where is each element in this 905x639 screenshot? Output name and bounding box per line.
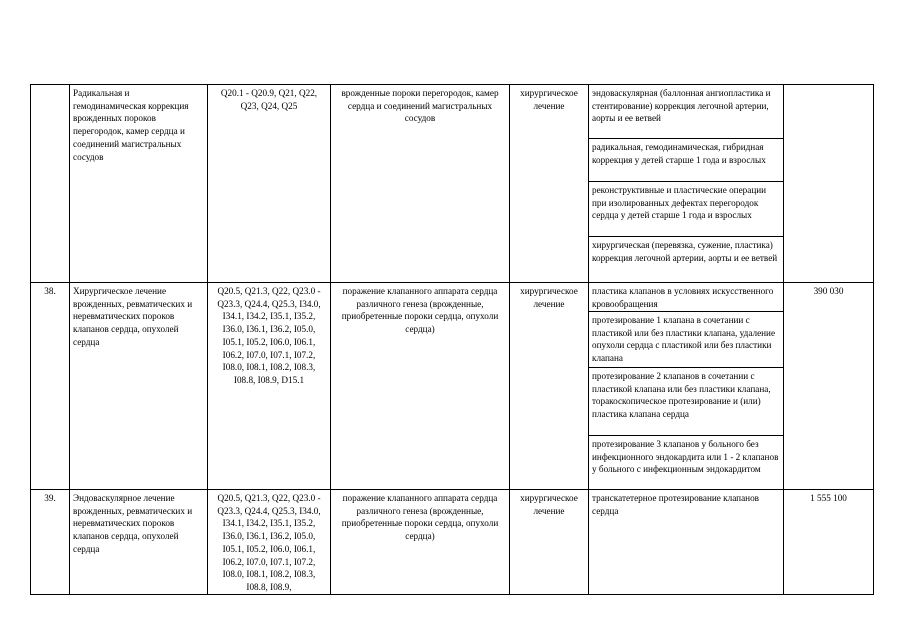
treatment-method: протезирование 2 клапанов в сочетании с пластикой клапана или без пластики клапана, торакоскопическое протезирование и (или) пластика клапана сердца [589,368,784,436]
treatment-method: транскатетерное протезирование клапанов сердца [589,490,784,595]
treatment-method: протезирование 1 клапана в сочетании с пластикой или без пластики клапана, удаление опухоли сердца с пластикой или без пластики клапана [589,312,784,368]
treatment-type: хирургическое лечение [510,85,589,283]
icd-codes: Q20.5, Q21.3, Q22, Q23.0 - Q23.3, Q24.4, Q25.3, I34.0, I34.1, I34.2, I35.1, I35.2, I36.0, I36.1, I36.2, I05.0, I05.1, I05.2, I06.0, I06.1, I06.2, I07.0, I07.1, I07.2, I08.0, I08.1, I08.2, I08.3, I08.8, I08.9, D15.1 [208,283,331,490]
table-row [31,283,874,312]
icd-codes: Q20.5, Q21.3, Q22, Q23.0 - Q23.3, Q24.4, Q25.3, I34.0, I34.1, I34.2, I35.1, I35.2, I36.0, I36.1, I36.2, I05.0, I05.1, I05.2, I06.0, I06.1, I06.2, I07.0, I07.1, I07.2, I08.0, I08.1, I08.2, I08.3, I08.8, I08.9, [208,490,331,595]
care-type-name: Хирургическое лечение врожденных, ревматических и неревматических пороков клапанов сердца, опухолей сердца [70,283,208,490]
row-number [31,85,70,283]
care-type-name: Радикальная и гемодинамическая коррекция врожденных пороков перегородок, камер сердца и соединений магистральных сосудов [70,85,208,283]
treatment-method: радикальная, гемодинамическая, гибридная коррекция у детей старше 1 года и взрослых [589,139,784,182]
care-type-name: Эндоваскулярное лечение врожденных, ревматических и неревматических пороков клапанов сердца, опухолей сердца [70,490,208,595]
cost-value: 390 030 [784,283,874,490]
cost-value [784,85,874,283]
treatment-type: хирургическое лечение [510,490,589,595]
treatment-method: пластика клапанов в условиях искусственного кровообращения [589,283,784,312]
treatment-method: реконструктивные и пластические операции при изолированных дефектах перегородок сердца у детей старше 1 года и взрослых [589,182,784,237]
treatment-type: хирургическое лечение [510,283,589,490]
table-row [31,85,874,139]
patient-model: врожденные пороки перегородок, камер сердца и соединений магистральных сосудов [331,85,510,283]
treatment-method: хирургическая (перевязка, сужение, пластика) коррекция легочной артерии, аорты и ее ветвей [589,237,784,283]
patient-model: поражение клапанного аппарата сердца различного генеза (врожденные, приобретенные пороки сердца, опухоли сердца) [331,283,510,490]
patient-model: поражение клапанного аппарата сердца различного генеза (врожденные, приобретенные пороки сердца, опухоли сердца) [331,490,510,595]
treatment-method: протезирование 3 клапанов у больного без инфекционного эндокардита или 1 - 2 клапанов у больного с инфекционным эндокардитом [589,436,784,490]
treatment-method: эндоваскулярная (баллонная ангиопластика и стентирование) коррекция легочной артерии, аорты и ее ветвей [589,85,784,139]
row-number: 39. [31,490,70,595]
row-number: 38. [31,283,70,490]
icd-codes: Q20.1 - Q20.9, Q21, Q22, Q23, Q24, Q25 [208,85,331,283]
cost-value: 1 555 100 [784,490,874,595]
table-row [31,490,874,595]
medical-care-table [30,84,874,595]
